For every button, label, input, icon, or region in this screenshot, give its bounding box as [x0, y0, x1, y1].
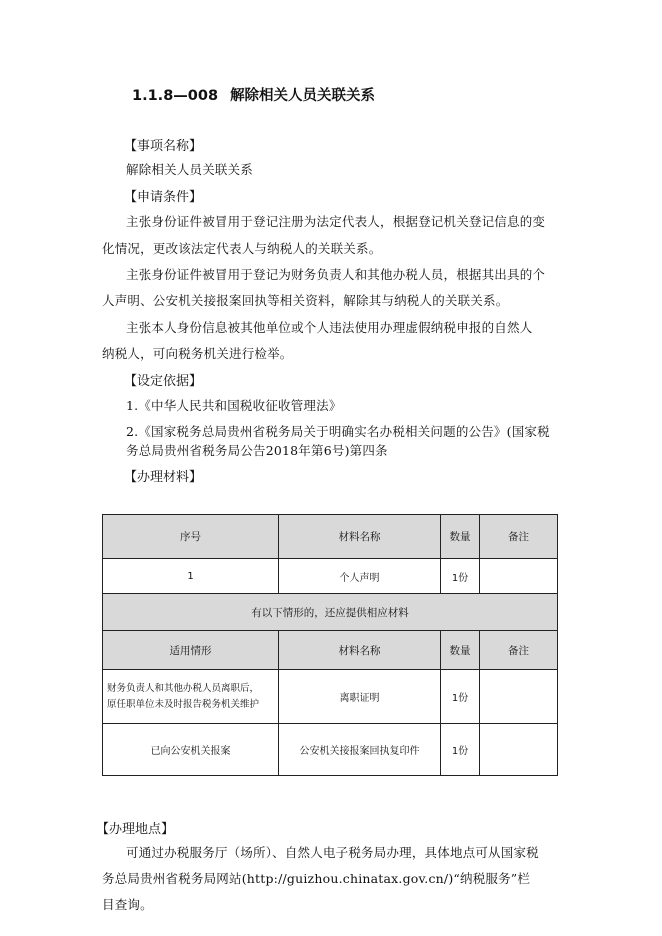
- conditions-label: 【申请条件】: [124, 190, 203, 205]
- condition-2-line-1: 主张身份证件被冒用于登记为财务负责人和其他办税人员，根据其出具的个: [126, 267, 546, 282]
- item-title: 解除相关人员关联关系: [230, 88, 376, 104]
- cell-situation-line-1: 财务负责人和其他办税人员离职后，: [107, 682, 260, 694]
- cell-situation-line-2: 原任职单位未及时报告税务机关维护: [107, 698, 260, 710]
- table-row: [103, 559, 558, 594]
- item-name-label: 【事项名称】: [124, 139, 203, 154]
- table-header-row-2: [103, 631, 558, 670]
- table-row: [103, 724, 558, 776]
- cell-seq: 1: [103, 559, 279, 594]
- basis-item-2-line-1: 2.《国家税务总局贵州省税务局关于明确实名办税相关问题的公告》(国家税: [126, 424, 550, 439]
- table-header-row: [103, 515, 558, 559]
- location-line-3: 目查询。: [102, 897, 153, 912]
- item-name-value: 解除相关人员关联关系: [126, 162, 254, 177]
- item-number: 1.1.8—008: [132, 88, 219, 104]
- cell-material: 离职证明: [279, 670, 441, 724]
- header-material: 材料名称: [279, 515, 441, 559]
- table-band-row: [103, 594, 558, 631]
- cell-remark: [480, 559, 558, 594]
- condition-1-line-1: 主张身份证件被冒用于登记注册为法定代表人，根据登记机关登记信息的变: [126, 214, 546, 229]
- header-remark-2: 备注: [480, 631, 558, 670]
- location-label: 【办理地点】: [96, 822, 175, 837]
- cell-material: 公安机关接报案回执复印件: [279, 724, 441, 776]
- basis-item-1: 1.《中华人民共和国税收征收管理法》: [126, 398, 342, 413]
- table-row: [103, 670, 558, 724]
- condition-3-line-2: 纳税人，可向税务机关进行检举。: [102, 346, 293, 361]
- item-heading: [132, 84, 375, 105]
- header-material-2: 材料名称: [279, 631, 441, 670]
- cell-qty: 1份: [441, 559, 480, 594]
- cell-remark: [480, 670, 558, 724]
- cell-situation: [103, 670, 279, 724]
- materials-label: 【办理材料】: [124, 470, 203, 485]
- header-qty: 数量: [441, 515, 480, 559]
- cell-remark: [480, 724, 558, 776]
- header-remark: 备注: [480, 515, 558, 559]
- cell-situation: 已向公安机关报案: [103, 724, 279, 776]
- basis-item-2-line-2: 务总局贵州省税务局公告2018年第6号)第四条: [126, 443, 388, 458]
- cell-qty: 1份: [441, 670, 480, 724]
- condition-3-line-1: 主张本人身份信息被其他单位或个人违法使用办理虚假纳税申报的自然人: [126, 320, 533, 335]
- header-seq: 序号: [103, 515, 279, 559]
- header-situation: 适用情形: [103, 631, 279, 670]
- materials-table: [102, 514, 558, 776]
- location-line-2: 务总局贵州省税务局网站(http://guizhou.chinatax.gov.cn/)“纳税服务”栏: [102, 871, 531, 886]
- header-qty-2: 数量: [441, 631, 480, 670]
- location-line-1: 可通过办税服务厅（场所）、自然人电子税务局办理，具体地点可从国家税: [126, 845, 539, 860]
- condition-2-line-2: 人声明、公安机关接报案回执等相关资料，解除其与纳税人的关联关系。: [102, 293, 509, 308]
- cell-qty: 1份: [441, 724, 480, 776]
- condition-1-line-2: 化情况，更改该法定代表人与纳税人的关联关系。: [102, 241, 382, 256]
- cell-material: 个人声明: [279, 559, 441, 594]
- band-text: 有以下情形的，还应提供相应材料: [103, 594, 558, 631]
- basis-label: 【设定依据】: [124, 374, 203, 389]
